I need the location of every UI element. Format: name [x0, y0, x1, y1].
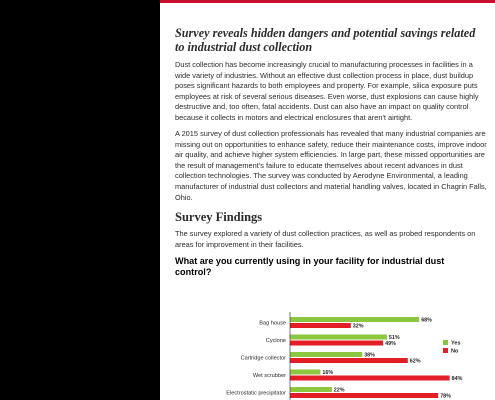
data-label: 32% [352, 323, 364, 330]
bar-yes [290, 370, 320, 375]
paragraph-survey: A 2015 survey of dust collection professionals has revealed that many industrial companies are missing out on opportunities to enhance safety, reduce their maintenance costs, improve indoor air quality, and achieve higher system efficiencies. In large part, these missed opportunities are the result of management's failure to educate themselves about recent advances in dust collection technologies. The survey was conducted by Aerodyne Environmental, a leading manufacturer of industrial dust collectors and material handling valves, located in Chagrin Falls, Ohio. [175, 129, 487, 202]
paragraph-intro: Dust collection has become increasingly crucial to manufacturing processes in facilities in a wide variety of industries. Without an effective dust collection process in place, dust buildup poses significant hazards to both employees and property. For example, silica exposure puts employees at risk of several serious diseases. Even worse, dust explosions can cause highly destructive and, too often, fatal accidents. Dust can also have an impact on quality control because it collects in motors and electrical enclosures that aren't airtight. [175, 60, 479, 122]
data-label: 84% [451, 375, 463, 382]
legend-swatch-no [443, 348, 448, 353]
legend-label-no: No [451, 348, 459, 355]
article-body [175, 27, 487, 278]
bar-yes [290, 335, 387, 340]
article-headline: Survey reveals hidden dangers and potential savings related to industrial dust collection [175, 26, 476, 54]
bar-chart-svg [175, 312, 495, 400]
legend-label-yes: Yes [451, 340, 461, 347]
section-title: Survey Findings [175, 210, 263, 225]
legend-swatch-yes [443, 340, 448, 345]
data-label: 49% [385, 340, 396, 347]
category-label: Wet scrubber [252, 373, 286, 379]
bar-yes [290, 317, 419, 322]
top-red-accent [160, 0, 495, 3]
dust-control-chart [175, 312, 495, 400]
bar-yes [290, 352, 362, 357]
data-label: 62% [409, 358, 421, 365]
bar-no [290, 341, 383, 346]
category-label: Bag house [259, 320, 286, 327]
data-label: 22% [333, 387, 345, 394]
category-label: Cartridge collector [240, 355, 286, 362]
data-label: 78% [440, 393, 451, 400]
bar-no [290, 323, 351, 328]
paragraph-findings: The survey explored a variety of dust collection practices, as well as probed respondents on areas for improvement in their facilities. [175, 229, 476, 249]
category-label: Cyclone [265, 338, 286, 344]
bar-no [290, 393, 438, 398]
data-label: 16% [322, 369, 334, 376]
data-label: 68% [421, 317, 432, 324]
category-label: Electrostatic precipitator [226, 390, 286, 397]
bar-no [290, 376, 450, 381]
chart-title: What are you currently using in your facility for industrial dust control? [175, 256, 445, 278]
data-label: 51% [388, 334, 400, 341]
left-black-band [0, 0, 160, 400]
data-label: 38% [364, 352, 375, 359]
bar-yes [290, 387, 332, 392]
bar-no [290, 358, 408, 363]
